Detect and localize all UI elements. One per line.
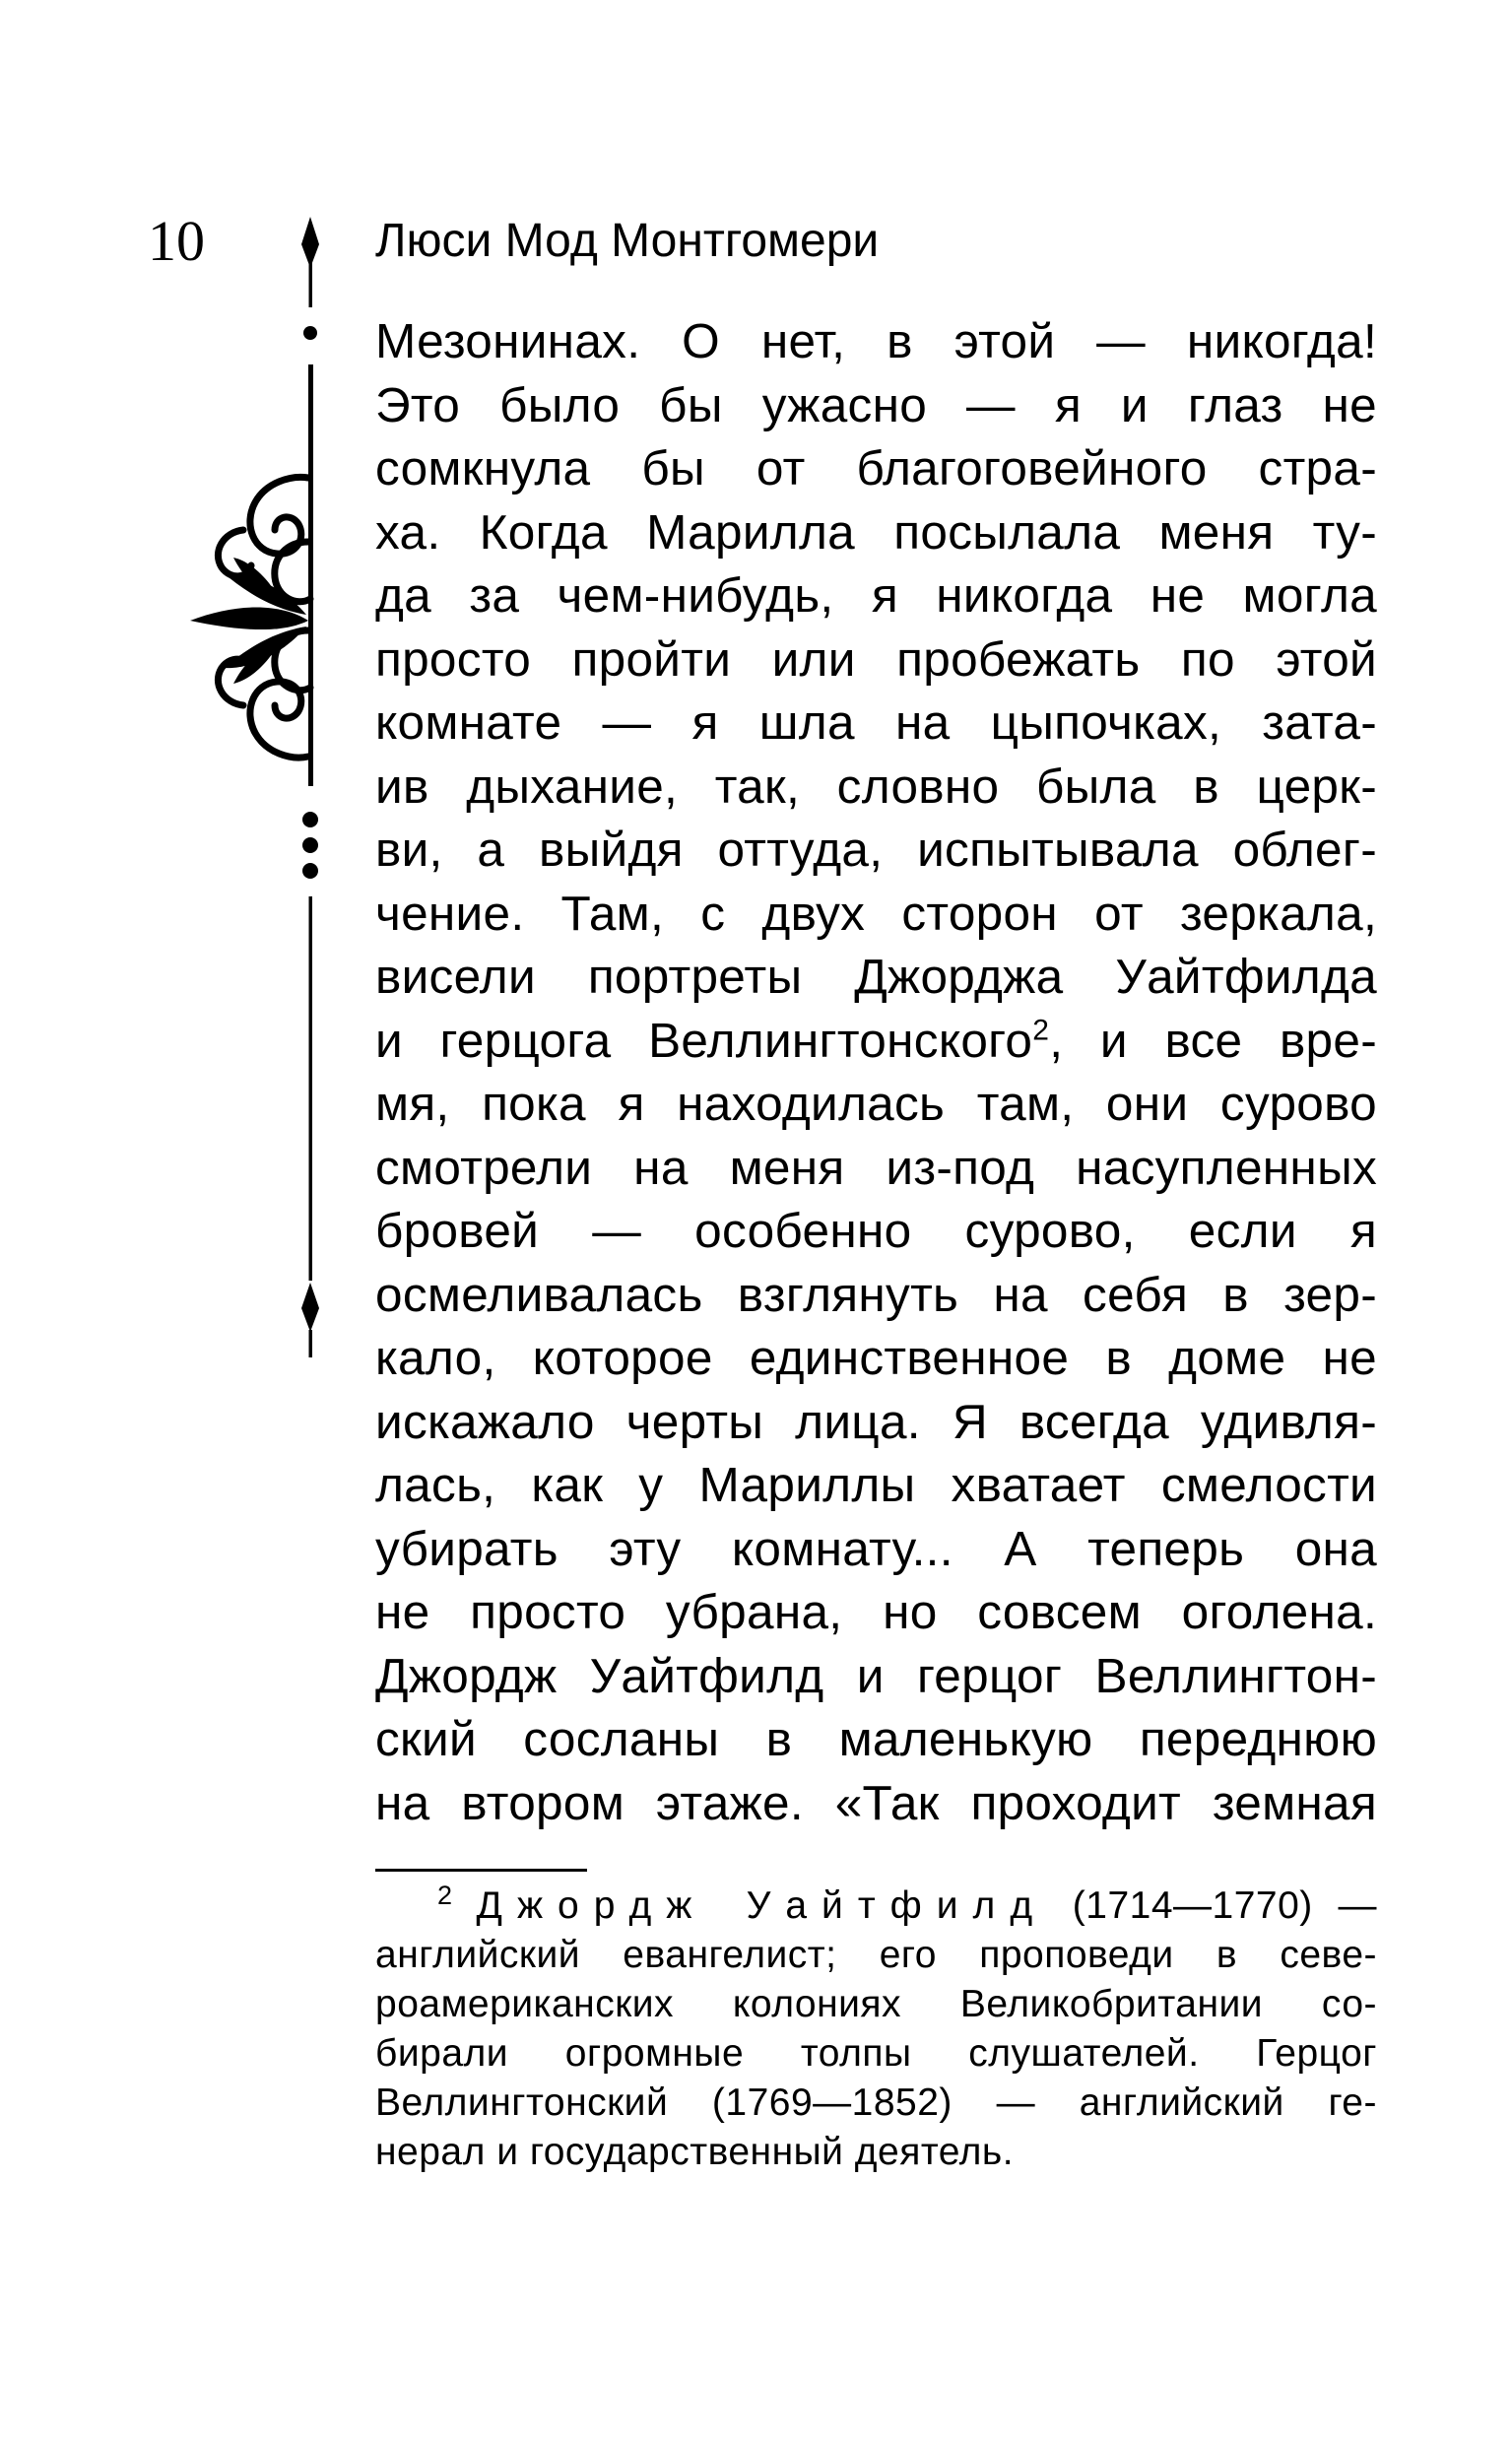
body-line: чение. Там, с двух сторон от зеркала, [375, 886, 1377, 941]
body-line: лась, как у Мариллы хватает смелости [375, 1458, 1377, 1512]
footnote-divider [375, 1869, 587, 1872]
footnote-line: Веллингтонский (1769—1852) — английский ге- [375, 2081, 1377, 2124]
body-line: искажало черты лица. Я всегда удивля- [375, 1394, 1377, 1449]
footnote [375, 1882, 1377, 2177]
body-line: да за чем-нибудь, я никогда не могла [375, 568, 1377, 623]
body-line: ский сосланы в маленькую переднюю [375, 1712, 1377, 1766]
body-line-segment: и герцога Веллингтонского [375, 1013, 1033, 1068]
body-line: ви, а выйдя оттуда, испытывала облег- [375, 823, 1377, 877]
body-line: сомкнула бы от благоговейного стра- [375, 441, 1377, 495]
body-line: не просто убрана, но совсем оголена. [375, 1585, 1377, 1639]
footnote-line: английский евангелист; его проповеди в севе- [375, 1934, 1377, 1976]
body-line: Это было бы ужасно — я и глаз не [375, 377, 1377, 432]
page-number: 10 [148, 209, 205, 273]
decorative-scroll-ornament-icon [143, 217, 325, 1369]
body-line: Джордж Уайтфилд и герцог Веллингтон- [375, 1648, 1377, 1703]
body-line: висели портреты Джорджа Уайтфилда [375, 950, 1377, 1004]
footnote-line [375, 1882, 1377, 1931]
body-line: ив дыхание, так, словно была в церк- [375, 759, 1377, 814]
footnote-line: нерал и государственный деятель. [375, 2131, 1015, 2173]
body-line: осмеливалась взглянуть на себя в зер- [375, 1267, 1377, 1322]
body-line: Мезонинах. О нет, в этой — никогда! [375, 314, 1377, 368]
footnote-line: бирали огромные толпы слушателей. Герцог [375, 2032, 1377, 2075]
footnote-number: 2 [437, 1881, 453, 1910]
running-head: Люси Мод Монтгомери [375, 215, 880, 267]
body-line: комнате — я шла на цыпочках, зата- [375, 695, 1377, 750]
body-line: ха. Когда Марилла посылала меня ту- [375, 504, 1377, 560]
body-text [375, 310, 1377, 1835]
footnote-spaced-name: Джордж Уайтфилд [476, 1884, 1048, 1927]
body-line: кало, которое единственное в доме не [375, 1331, 1377, 1385]
body-line-segment: , и все вре- [1049, 1013, 1377, 1068]
body-line: просто пройти или пробежать по этой [375, 631, 1377, 687]
footnote-line: роамериканских колониях Великобритании со- [375, 1983, 1377, 2025]
footnote-line-segment: (1714—1770) — [1047, 1884, 1377, 1927]
body-line [375, 1010, 1377, 1074]
body-line: мя, пока я находилась там, они сурово [375, 1077, 1377, 1131]
body-line: смотрели на меня из-под насупленных [375, 1140, 1377, 1195]
body-line: бровей — особенно сурово, если я [375, 1204, 1377, 1258]
body-line: на втором этаже. «Так проходит земная [375, 1775, 1377, 1830]
body-line: убирать эту комнату... А теперь она [375, 1521, 1377, 1576]
footnote-reference[interactable]: 2 [1032, 1014, 1050, 1046]
